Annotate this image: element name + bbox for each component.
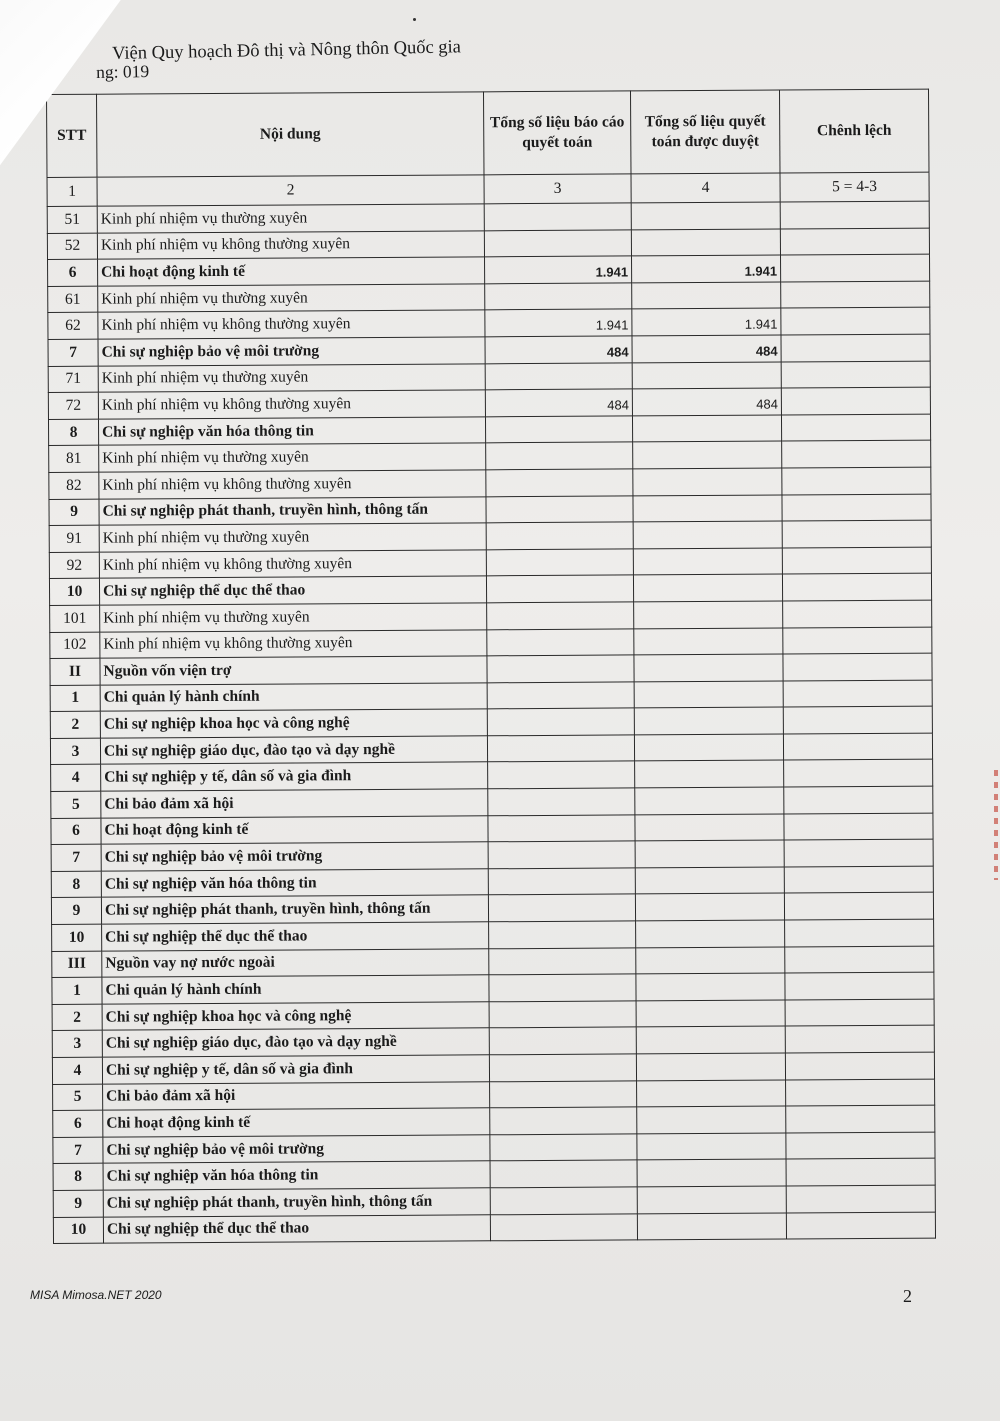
cell-content: Chi sự nghiệp bảo vệ môi trường <box>101 842 488 871</box>
cell-approved <box>633 521 782 549</box>
cell-approved: 484 <box>632 335 781 363</box>
ink-dot <box>413 18 416 21</box>
cell-stt: 9 <box>53 1190 103 1217</box>
cell-difference <box>783 627 932 655</box>
cell-stt: 92 <box>49 552 99 579</box>
cell-stt: II <box>50 658 100 685</box>
column-index-cell: 4 <box>631 173 780 203</box>
cell-stt: 6 <box>51 818 101 845</box>
cell-difference <box>784 866 933 894</box>
cell-approved <box>637 1159 786 1187</box>
cell-difference <box>785 946 934 974</box>
cell-reported <box>485 283 632 310</box>
cell-content: Nguồn vốn viện trợ <box>100 656 487 685</box>
cell-stt: 5 <box>53 1084 103 1111</box>
cell-content: Chi sự nghiệp y tế, dân số và gia đình <box>102 1055 489 1084</box>
cell-difference <box>781 307 930 335</box>
cell-difference <box>782 573 931 601</box>
cell-approved <box>634 734 783 762</box>
header-difference: Chênh lệch <box>779 89 929 173</box>
cell-content: Chi quản lý hành chính <box>100 683 487 712</box>
cell-approved <box>635 840 784 868</box>
cell-difference <box>786 1105 935 1133</box>
cell-approved <box>636 1000 785 1028</box>
cell-stt: 2 <box>52 1004 102 1031</box>
cell-stt: 101 <box>50 605 100 632</box>
cell-reported <box>490 1107 637 1134</box>
cell-content: Chi sự nghiệp phát thanh, truyền hình, thông tấn <box>101 895 488 924</box>
cell-approved <box>634 628 783 656</box>
cell-reported <box>490 1134 637 1161</box>
cell-approved <box>636 947 785 975</box>
cell-reported <box>489 1001 636 1028</box>
cell-content: Chi sự nghiệp giáo dục, đào tạo và dạy nghề <box>100 736 487 765</box>
cell-stt: 1 <box>50 685 100 712</box>
cell-content: Kinh phí nhiệm vụ không thường xuyên <box>97 230 484 259</box>
cell-approved <box>637 1213 786 1241</box>
settlement-table-wrapper <box>46 89 935 1245</box>
cell-approved <box>637 1133 786 1161</box>
cell-difference <box>782 440 931 468</box>
cell-content: Chi sự nghiệp văn hóa thông tin <box>101 869 488 898</box>
cell-difference <box>781 387 930 415</box>
cell-stt: 10 <box>53 1217 103 1244</box>
cell-difference <box>786 1132 935 1160</box>
cell-approved <box>634 601 783 629</box>
column-index-cell: 1 <box>47 177 97 206</box>
cell-approved <box>634 681 783 709</box>
cell-content: Kinh phí nhiệm vụ thường xuyên <box>98 363 485 392</box>
cell-stt: 102 <box>50 632 100 659</box>
cell-reported: 1.941 <box>485 256 632 283</box>
cell-approved <box>633 468 782 496</box>
cell-difference <box>783 653 932 681</box>
cell-content: Chi quản lý hành chính <box>102 975 489 1004</box>
cell-content: Chi bảo đảm xã hội <box>103 1081 490 1110</box>
cell-approved <box>637 1080 786 1108</box>
cell-stt: 72 <box>48 392 98 419</box>
organization-name: Viện Quy hoạch Đô thị và Nông thôn Quốc gia <box>112 37 462 64</box>
header-approved: Tổng số liệu quyết toán được duyệt <box>630 90 780 174</box>
cell-reported <box>485 416 632 443</box>
cell-reported <box>490 1160 637 1187</box>
cell-reported <box>486 442 633 469</box>
cell-content: Kinh phí nhiệm vụ thường xuyên <box>99 443 486 472</box>
document-code: ng: 019 <box>96 60 150 82</box>
cell-approved <box>635 787 784 815</box>
header-stt: STT <box>47 94 98 177</box>
cell-approved <box>631 202 780 230</box>
cell-reported <box>487 708 634 735</box>
cell-content: Chi sự nghiệp văn hóa thông tin <box>98 417 485 446</box>
cell-difference <box>786 1212 935 1240</box>
cell-content: Chi sự nghiệp văn hóa thông tin <box>103 1161 490 1190</box>
cell-difference <box>785 1052 934 1080</box>
cell-stt: 6 <box>48 259 98 286</box>
cell-content: Chi hoạt động kinh tế <box>98 257 485 286</box>
cell-stt: 51 <box>47 206 97 233</box>
cell-difference <box>783 706 932 734</box>
cell-reported: 484 <box>485 336 632 363</box>
cell-difference <box>782 520 931 548</box>
column-index-cell: 3 <box>484 174 631 204</box>
cell-difference <box>781 281 930 309</box>
cell-stt: 6 <box>53 1110 103 1137</box>
cell-stt: 91 <box>49 525 99 552</box>
cell-approved <box>633 495 782 523</box>
red-stamp-edge <box>994 770 998 880</box>
cell-difference <box>784 839 933 867</box>
cell-content: Kinh phí nhiệm vụ không thường xuyên <box>100 629 487 658</box>
table-row <box>53 1212 935 1244</box>
cell-reported <box>488 841 635 868</box>
cell-content: Chi sự nghiệp bảo vệ môi trường <box>103 1135 490 1164</box>
cell-difference <box>784 813 933 841</box>
cell-difference <box>782 467 931 495</box>
cell-reported <box>486 522 633 549</box>
cell-content: Chi sự nghiệp thể dục thể thao <box>99 576 486 605</box>
header-reported: Tổng số liệu báo cáo quyết toán <box>483 91 631 175</box>
cell-stt: 7 <box>48 339 98 366</box>
cell-approved <box>635 867 784 895</box>
cell-approved <box>632 362 781 390</box>
cell-reported <box>486 469 633 496</box>
cell-reported <box>485 362 632 389</box>
cell-content: Chi sự nghiệp y tế, dân số và gia đình <box>101 762 488 791</box>
cell-difference <box>781 334 930 362</box>
cell-difference <box>782 547 931 575</box>
cell-reported <box>490 1081 637 1108</box>
cell-reported <box>486 575 633 602</box>
cell-approved <box>634 707 783 735</box>
cell-approved <box>633 441 782 469</box>
cell-difference <box>784 760 933 788</box>
cell-approved <box>636 920 785 948</box>
cell-stt: 82 <box>49 472 99 499</box>
column-index-cell: 2 <box>97 175 484 206</box>
cell-stt: 71 <box>48 366 98 393</box>
cell-difference <box>780 201 929 229</box>
cell-content: Chi sự nghiệp bảo vệ môi trường <box>98 337 485 366</box>
cell-approved <box>636 973 785 1001</box>
cell-stt: 10 <box>49 578 99 605</box>
cell-stt: 61 <box>48 286 98 313</box>
cell-stt: 81 <box>49 446 99 473</box>
cell-content: Kinh phí nhiệm vụ không thường xuyên <box>98 390 485 419</box>
cell-reported <box>490 1187 637 1214</box>
cell-difference <box>785 1025 934 1053</box>
cell-stt: 3 <box>50 738 100 765</box>
cell-reported: 1.941 <box>485 309 632 336</box>
cell-reported <box>489 1054 636 1081</box>
cell-approved <box>634 654 783 682</box>
cell-content: Chi sự nghiệp thể dục thể thao <box>102 922 489 951</box>
cell-difference <box>782 494 931 522</box>
cell-stt: 4 <box>51 765 101 792</box>
cell-approved <box>636 1053 785 1081</box>
cell-approved: 1.941 <box>632 255 781 283</box>
cell-reported <box>487 682 634 709</box>
cell-reported <box>484 230 631 257</box>
cell-approved <box>636 1026 785 1054</box>
cell-approved: 484 <box>632 388 781 416</box>
cell-reported <box>488 868 635 895</box>
cell-reported <box>488 761 635 788</box>
cell-approved <box>631 229 780 257</box>
cell-stt: 52 <box>47 233 97 260</box>
cell-content: Chi sự nghiệp phát thanh, truyền hình, thông tấn <box>99 496 486 525</box>
page-number: 2 <box>903 1286 912 1306</box>
cell-content: Chi sự nghiệp khoa học và công nghệ <box>102 1002 489 1031</box>
cell-content: Kinh phí nhiệm vụ không thường xuyên <box>99 550 486 579</box>
cell-content: Chi hoạt động kinh tế <box>103 1108 490 1137</box>
cell-content: Kinh phí nhiệm vụ thường xuyên <box>97 204 484 233</box>
cell-stt: 10 <box>52 924 102 951</box>
cell-content: Kinh phí nhiệm vụ thường xuyên <box>98 284 485 313</box>
cell-difference <box>780 228 929 256</box>
cell-reported <box>490 1213 637 1240</box>
cell-approved <box>633 574 782 602</box>
cell-reported <box>486 549 633 576</box>
cell-content: Kinh phí nhiệm vụ không thường xuyên <box>98 310 485 339</box>
cell-difference <box>781 414 930 442</box>
cell-content: Kinh phí nhiệm vụ thường xuyên <box>100 603 487 632</box>
cell-reported: 484 <box>485 389 632 416</box>
cell-approved <box>637 1186 786 1214</box>
cell-difference <box>784 893 933 921</box>
column-index-cell: 5 = 4-3 <box>780 172 929 202</box>
cell-stt: 5 <box>51 791 101 818</box>
cell-difference <box>780 254 929 282</box>
cell-difference <box>783 680 932 708</box>
cell-difference <box>785 999 934 1027</box>
cell-approved <box>633 548 782 576</box>
cell-difference <box>786 1158 935 1186</box>
cell-approved <box>635 893 784 921</box>
cell-approved <box>637 1106 786 1134</box>
cell-stt: 8 <box>48 419 98 446</box>
cell-approved <box>635 760 784 788</box>
cell-stt: 4 <box>52 1057 102 1084</box>
cell-difference <box>783 600 932 628</box>
cell-reported <box>487 628 634 655</box>
cell-difference <box>781 361 930 389</box>
cell-reported <box>488 815 635 842</box>
cell-stt: III <box>52 951 102 978</box>
cell-reported <box>488 788 635 815</box>
cell-reported <box>488 894 635 921</box>
cell-stt: 9 <box>51 898 101 925</box>
cell-difference <box>783 733 932 761</box>
cell-content: Kinh phí nhiệm vụ thường xuyên <box>99 523 486 552</box>
cell-reported <box>489 1027 636 1054</box>
cell-stt: 9 <box>49 499 99 526</box>
cell-content: Chi sự nghiệp giáo dục, đào tạo và dạy nghề <box>102 1028 489 1057</box>
cell-content: Chi bảo đảm xã hội <box>101 789 488 818</box>
cell-reported <box>489 948 636 975</box>
settlement-table <box>46 89 936 1245</box>
cell-stt: 1 <box>52 977 102 1004</box>
cell-approved <box>632 282 781 310</box>
cell-difference <box>786 1079 935 1107</box>
cell-approved <box>635 814 784 842</box>
cell-difference <box>786 1185 935 1213</box>
cell-stt: 62 <box>48 313 98 340</box>
cell-difference <box>785 919 934 947</box>
cell-reported <box>487 655 634 682</box>
cell-content: Kinh phí nhiệm vụ không thường xuyên <box>99 470 486 499</box>
cell-reported <box>484 203 631 230</box>
cell-reported <box>489 921 636 948</box>
cell-content: Chi hoạt động kinh tế <box>101 815 488 844</box>
cell-difference <box>785 972 934 1000</box>
table-body <box>47 201 935 1244</box>
cell-content: Chi sự nghiệp thể dục thể thao <box>103 1214 490 1243</box>
cell-stt: 7 <box>51 844 101 871</box>
cell-reported <box>489 974 636 1001</box>
cell-reported <box>486 495 633 522</box>
cell-reported <box>487 735 634 762</box>
cell-stt: 8 <box>53 1164 103 1191</box>
cell-stt: 7 <box>53 1137 103 1164</box>
cell-approved <box>632 415 781 443</box>
cell-reported <box>487 602 634 629</box>
cell-difference <box>784 786 933 814</box>
cell-content: Chi sự nghiệp khoa học và công nghệ <box>100 709 487 738</box>
cell-approved: 1.941 <box>632 308 781 336</box>
cell-stt: 3 <box>52 1031 102 1058</box>
cell-stt: 2 <box>50 711 100 738</box>
cell-content: Nguồn vay nợ nước ngoài <box>102 948 489 977</box>
cell-stt: 8 <box>51 871 101 898</box>
cell-content: Chi sự nghiệp phát thanh, truyền hình, thông tấn <box>103 1188 490 1217</box>
header-row <box>47 89 929 177</box>
software-footer: MISA Mimosa.NET 2020 <box>30 1288 162 1302</box>
header-content: Nội dung <box>97 92 484 177</box>
